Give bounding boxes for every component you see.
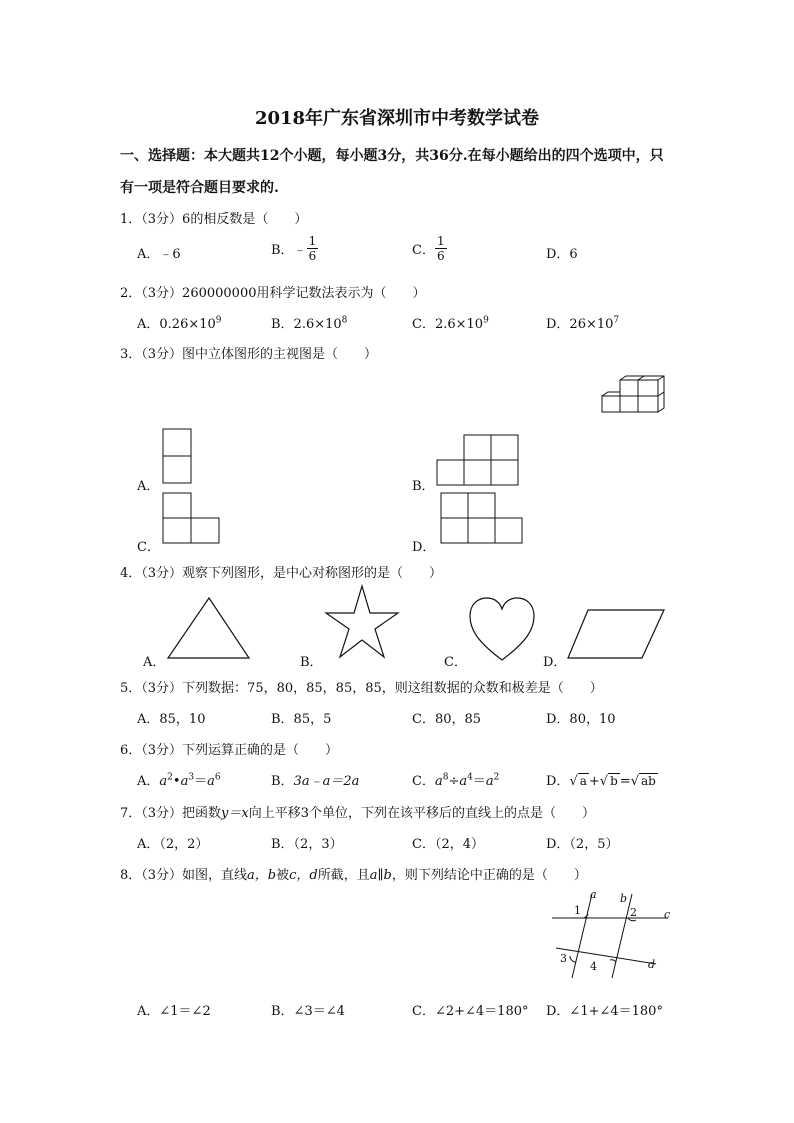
label-angle-3: 3 bbox=[560, 952, 567, 965]
q7-option-b: B．（2，3） bbox=[271, 837, 343, 852]
label-a: a bbox=[590, 888, 597, 901]
question-1-stem: 1．（3分）6的相反数是（ ） bbox=[120, 212, 308, 227]
q4-option-c: C． bbox=[444, 655, 467, 670]
q2-option-c: C．$2.6\times 10^9$ bbox=[412, 315, 489, 332]
question-3-stem: 3．（3分）图中立体图形的主视图是（ ） bbox=[120, 347, 378, 362]
q7-option-c: C．（2，4） bbox=[412, 837, 484, 852]
q8-option-c: C．∠2+∠4＝180° bbox=[412, 1004, 529, 1019]
label-c: c bbox=[664, 908, 671, 921]
label-angle-4: 4 bbox=[590, 960, 597, 973]
q1-option-a: A．﹣6 bbox=[137, 247, 181, 262]
q5-option-b: B．85，5 bbox=[271, 712, 332, 727]
q3-solid-figure bbox=[600, 374, 670, 416]
question-4-stem: 4．（3分）观察下列图形，是中心对称图形的是（ ） bbox=[120, 566, 443, 581]
label-d: d bbox=[648, 958, 656, 971]
label-angle-2: 2 bbox=[630, 906, 637, 919]
q7-option-d: D．（2，5） bbox=[546, 837, 619, 852]
question-2-stem: 2．（3分）260000000用科学记数法表示为（ ） bbox=[120, 286, 426, 301]
q6-option-b: B．3a﹣a＝2a bbox=[271, 774, 360, 789]
page-title: 2018年广东省深圳市中考数学试卷 bbox=[254, 108, 540, 129]
q3-option-b: B． bbox=[412, 479, 435, 494]
q4-heart-figure bbox=[468, 596, 536, 662]
question-7-stem: 7．（3分）把函数y＝x向上平移3个单位，下列在该平移后的直线上的点是（ ） bbox=[120, 806, 596, 821]
section-header-line1: 一、选择题：本大题共12个小题，每小题3分，共36分.在每小题给出的四个选项中，只 bbox=[120, 148, 664, 164]
question-5-stem: 5．（3分）下列数据：75，80，85，85，85，则这组数据的众数和极差是（ ） bbox=[120, 681, 603, 696]
q4-option-a: A． bbox=[143, 655, 166, 670]
q6-option-a: A．$a^2•a^3=a^6$ bbox=[137, 772, 221, 789]
q3-option-c: C． bbox=[137, 540, 160, 555]
q8-option-d: D．∠1+∠4＝180° bbox=[546, 1004, 663, 1019]
q5-option-c: C．80，85 bbox=[412, 712, 482, 727]
q3-option-d: D． bbox=[412, 540, 436, 555]
q3-option-b-figure bbox=[436, 434, 522, 488]
q7-option-a: A．（2，2） bbox=[137, 837, 209, 852]
q8-parallel-lines-figure bbox=[552, 888, 672, 980]
q3-option-d-figure bbox=[440, 492, 526, 546]
q5-option-a: A．85，10 bbox=[137, 712, 206, 727]
question-8-stem: 8．（3分）如图，直线a，b被c，d所截，且a∥b，则下列结论中正确的是（ ） bbox=[120, 868, 587, 883]
label-b: b bbox=[620, 892, 628, 905]
q8-option-b: B．∠3＝∠4 bbox=[271, 1004, 345, 1019]
q2-option-d: D．$26\times 10^7$ bbox=[546, 315, 620, 332]
q2-option-b: B．$2.6\times 10^8$ bbox=[271, 315, 348, 332]
q5-option-d: D．80，10 bbox=[546, 712, 616, 727]
q3-option-c-figure bbox=[162, 492, 224, 546]
q4-option-b: B． bbox=[300, 655, 323, 670]
label-angle-1: 1 bbox=[574, 904, 581, 917]
q2-option-a: A．$0.26\times 10^9$ bbox=[137, 315, 222, 332]
q4-parallelogram-figure bbox=[566, 608, 666, 660]
q3-option-a-figure bbox=[162, 428, 194, 486]
q6-option-c: C．$a^8\div a^4=a^2$ bbox=[412, 772, 500, 789]
q1-option-b: B．﹣ $\frac{1}{6}$ bbox=[271, 234, 317, 263]
q3-option-a: A． bbox=[137, 479, 160, 494]
section-header-line2: 有一项是符合题目要求的. bbox=[120, 180, 279, 196]
q6-option-d: D．√ a +√ b =√ ab bbox=[546, 774, 656, 789]
q8-option-a: A．∠1＝∠2 bbox=[137, 1004, 211, 1019]
q1-option-d: D．6 bbox=[546, 247, 578, 262]
question-6-stem: 6．（3分）下列运算正确的是（ ） bbox=[120, 743, 339, 758]
q4-option-d: D． bbox=[543, 655, 567, 670]
q1-option-c: C． $\frac{1}{6}$ bbox=[412, 234, 445, 263]
q4-triangle-figure bbox=[166, 596, 252, 660]
q4-star-figure bbox=[324, 584, 400, 660]
